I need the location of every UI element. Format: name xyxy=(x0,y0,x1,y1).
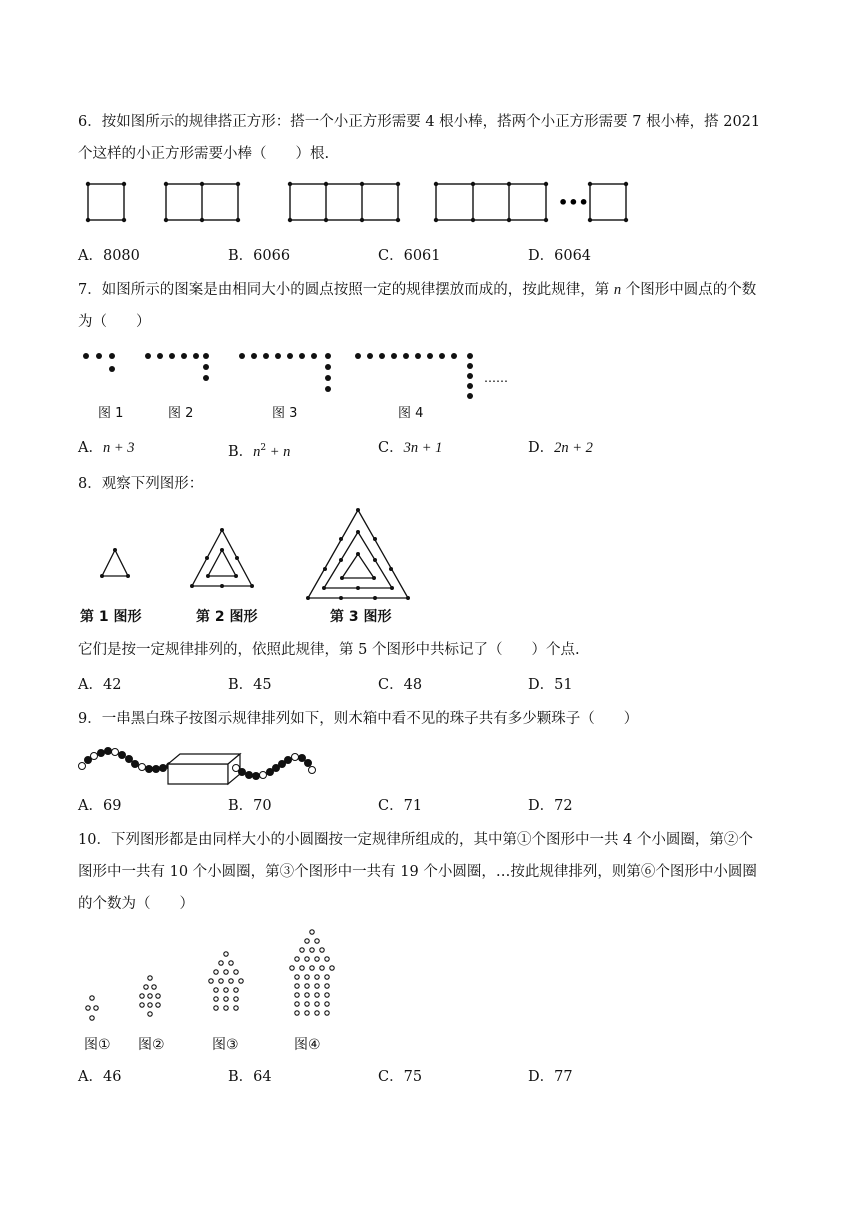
q10-circles-figure xyxy=(80,926,370,1026)
q7-caption-2: 图 2 xyxy=(168,406,194,421)
q7-option-b[interactable]: B．$n^2 + n$ xyxy=(228,443,291,460)
q8-caption-2: 第 2 图形 xyxy=(196,609,258,625)
q10-option-a[interactable]: A．46 xyxy=(78,1069,122,1085)
q7-option-d[interactable]: D．2n + 2 xyxy=(528,440,593,456)
square-figure-3 xyxy=(290,184,398,220)
q8-stem-line1: 8．观察下列图形： xyxy=(78,476,204,492)
q9-option-c[interactable]: C．71 xyxy=(378,798,423,814)
q8-caption-1: 第 1 图形 xyxy=(80,609,142,625)
q10-option-c[interactable]: C．75 xyxy=(378,1069,423,1085)
q8-stem-line2: 它们是按一定规律排列的，依照此规律，第 5 个图形中共标记了（ ）个点. xyxy=(78,642,580,658)
q6-stem-line2: 个这样的小正方形需要小棒（ ）根. xyxy=(78,146,330,162)
q8-option-a[interactable]: A．42 xyxy=(78,677,122,693)
wooden-box xyxy=(168,754,240,784)
q9-option-a[interactable]: A．69 xyxy=(78,798,122,814)
square-figure-last xyxy=(590,184,626,220)
q10-stem-line1: 10．下列图形都是由同样大小的小圆圈按一定规律所组成的，其中第①个图形中一共 4 个小圆圈，第②个 xyxy=(78,832,753,848)
q6-option-c[interactable]: C．6061 xyxy=(378,248,441,264)
q10-stem-line3: 的个数为（ ） xyxy=(78,896,194,912)
q10-caption-3: 图③ xyxy=(212,1037,239,1053)
triangle-figure-3-mid xyxy=(324,532,392,588)
triangle-figure-2-inner xyxy=(208,550,236,576)
q7-dots-figure xyxy=(80,348,530,402)
q9-beads-figure xyxy=(76,742,316,786)
q9-option-d[interactable]: D．72 xyxy=(528,798,573,814)
q7-option-a[interactable]: A．n + 3 xyxy=(78,440,135,456)
q7-caption-3: 图 3 xyxy=(272,406,298,421)
q6-option-b[interactable]: B．6066 xyxy=(228,248,291,264)
q6-squares-figure xyxy=(80,176,640,228)
q8-option-b[interactable]: B．45 xyxy=(228,677,272,693)
q9-option-b[interactable]: B．70 xyxy=(228,798,272,814)
q9-stem-line1: 9．一串黑白珠子按图示规律排列如下，则木箱中看不见的珠子共有多少颗珠子（ ） xyxy=(78,711,639,727)
q7-caption-4: 图 4 xyxy=(398,406,424,421)
q10-caption-2: 图② xyxy=(138,1037,165,1053)
triangle-figure-1 xyxy=(102,550,128,576)
q8-triangles-figure xyxy=(96,506,426,606)
q10-caption-1: 图① xyxy=(84,1037,111,1053)
q6-stem-line1: 6．按如图所示的规律搭正方形：搭一个小正方形需要 4 根小棒，搭两个小正方形需要 7 根小棒，搭 2021 xyxy=(78,114,761,130)
q7-ellipsis: …… xyxy=(484,371,508,385)
triangle-figure-2-outer xyxy=(192,530,252,586)
q7-stem-line2: 为（ ） xyxy=(78,314,151,330)
q10-stem-line2: 图形中一共有 10 个小圆圈，第③个图形中一共有 19 个小圆圈，…按此规律排列，则第⑥个图形中小圆圈 xyxy=(78,864,757,880)
q10-option-d[interactable]: D．77 xyxy=(528,1069,573,1085)
q8-caption-3: 第 3 图形 xyxy=(330,609,392,625)
square-figure-1 xyxy=(88,184,124,220)
q8-option-d[interactable]: D．51 xyxy=(528,677,573,693)
q7-option-c[interactable]: C．3n + 1 xyxy=(378,440,443,456)
q7-stem-line1: 7．如图所示的图案是由相同大小的圆点按照一定的规律摆放而成的，按此规律，第 n 个图形中圆点的个数 xyxy=(78,282,757,298)
q10-option-b[interactable]: B．64 xyxy=(228,1069,272,1085)
triangle-figure-3-inner xyxy=(342,554,374,578)
square-figure-4 xyxy=(436,184,546,220)
q10-caption-4: 图④ xyxy=(294,1037,321,1053)
q6-option-d[interactable]: D．6064 xyxy=(528,248,592,264)
q7-caption-1: 图 1 xyxy=(98,406,124,421)
q6-option-a[interactable]: A．8080 xyxy=(78,248,140,264)
q8-option-c[interactable]: C．48 xyxy=(378,677,423,693)
q6-ellipsis: ••• xyxy=(558,193,589,212)
